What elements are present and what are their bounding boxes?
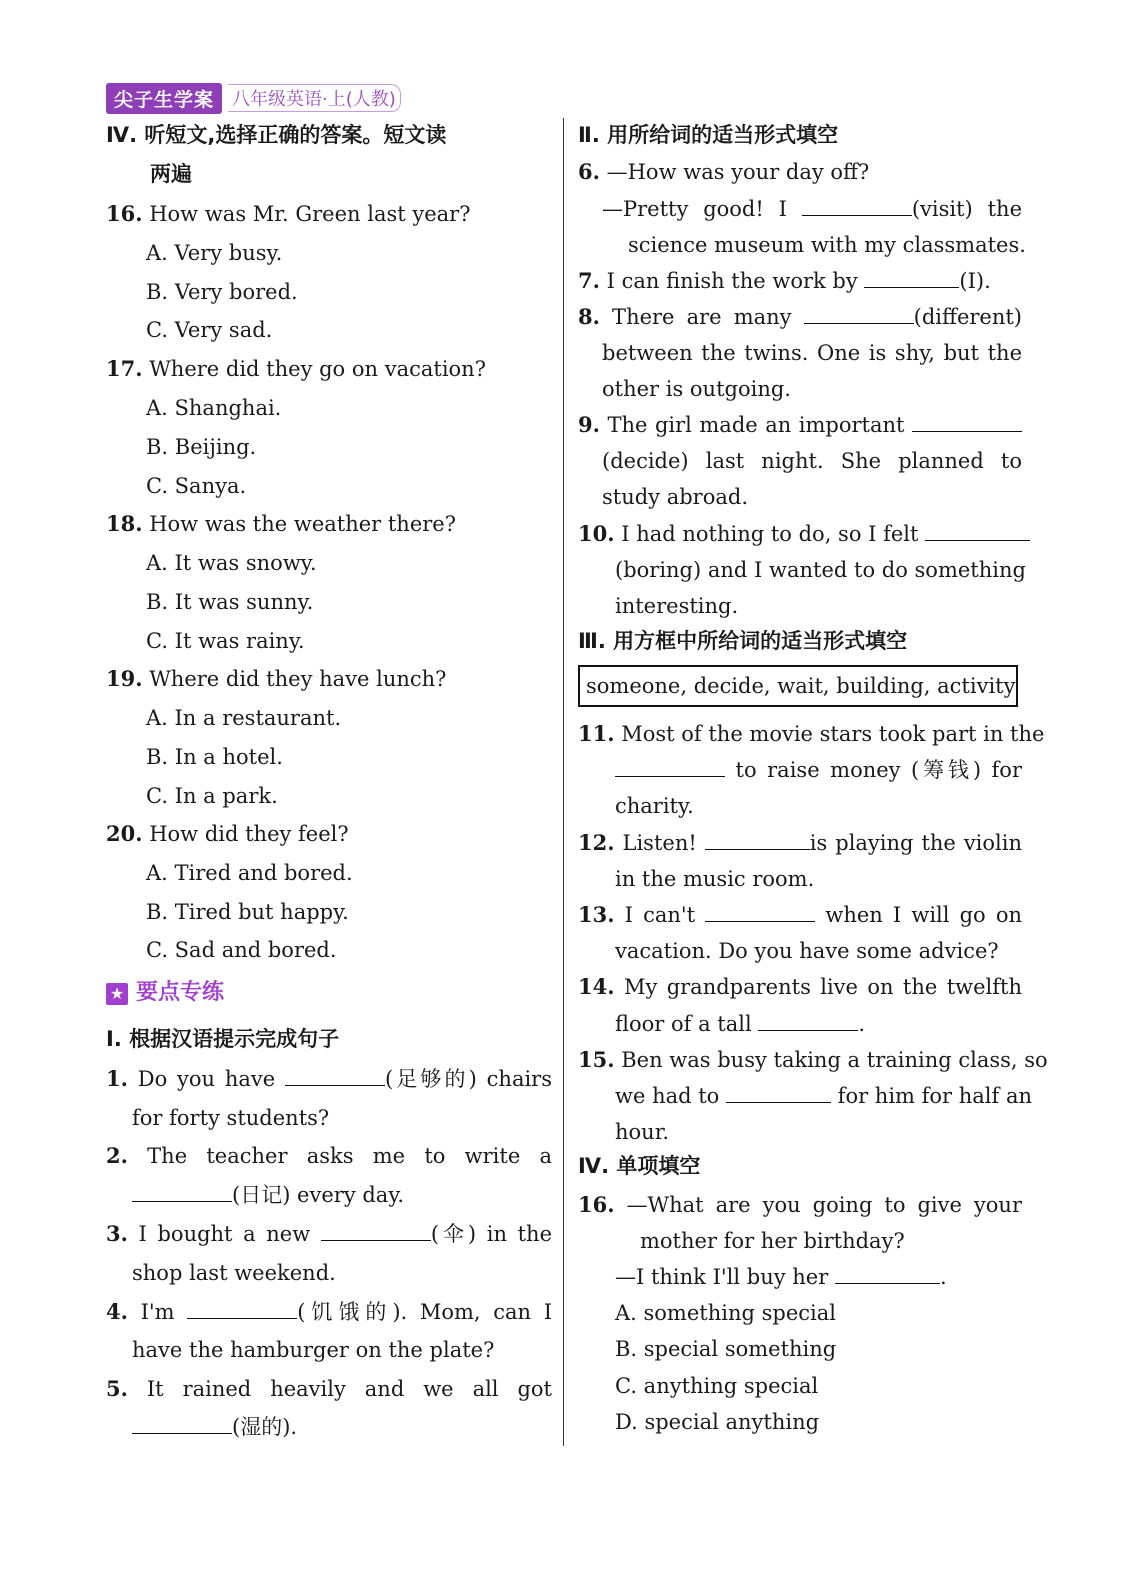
question-9: 9. The girl made an important	[578, 410, 1022, 440]
question-4: 4. I'm (饥饿的). Mom, can I	[106, 1299, 552, 1324]
section-4-title-right: Ⅳ. 单项填空	[578, 1154, 701, 1178]
section-2-title: Ⅱ. 用所给词的适当形式填空	[578, 123, 839, 147]
question-12: 12. Listen! is playing the violin	[578, 830, 1022, 855]
question-15-cont: we had to for him for half an	[615, 1084, 1033, 1108]
question-11-cont2: charity.	[615, 794, 694, 818]
question-5-cont: (湿的).	[132, 1412, 552, 1442]
option-c: C. Sad and bored.	[146, 938, 337, 962]
question-18: 18. How was the weather there?	[106, 511, 456, 536]
question-1-cont: for forty students?	[132, 1106, 330, 1130]
option-b: B. Very bored.	[146, 280, 298, 304]
question-12-cont: in the music room.	[615, 867, 815, 891]
option-c: C. Very sad.	[146, 318, 273, 342]
page-header	[106, 84, 401, 112]
answer-blank[interactable]	[804, 303, 914, 324]
question-10-cont2: interesting.	[615, 594, 739, 618]
question-11: 11. Most of the movie stars took part in the	[578, 721, 1045, 746]
option-b: B. special something	[615, 1337, 837, 1361]
answer-blank[interactable]	[705, 829, 810, 850]
option-a: A. something special	[615, 1301, 836, 1325]
answer-blank[interactable]	[285, 1065, 385, 1086]
question-6-answer: —Pretty good! I (visit) the	[602, 197, 1022, 221]
answer-blank[interactable]	[802, 195, 912, 216]
option-a: A. It was snowy.	[146, 551, 317, 575]
question-3: 3. I bought a new (伞) in the	[106, 1221, 552, 1246]
question-1: 1. Do you have (足够的) chairs	[106, 1066, 552, 1091]
answer-blank[interactable]	[925, 520, 1030, 541]
question-11-cont: to raise money (筹钱) for	[615, 755, 1022, 785]
question-9-cont: (decide) last night. She planned to	[602, 449, 1022, 473]
answer-blank[interactable]	[758, 1010, 858, 1031]
question-17: 17. Where did they go on vacation?	[106, 356, 486, 381]
book-subtitle: 八年级英语·上(人教)	[228, 84, 401, 112]
question-16-answer: —I think I'll buy her .	[615, 1265, 947, 1289]
question-15: 15. Ben was busy taking a training class, so	[578, 1047, 1048, 1072]
option-a: A. Tired and bored.	[146, 861, 353, 885]
answer-blank[interactable]	[726, 1082, 831, 1103]
book-brand: 尖子生学案	[106, 83, 222, 114]
word-box: someone, decide, wait, building, activity	[578, 665, 1018, 707]
question-10-cont: (boring) and I wanted to do something	[615, 558, 1026, 582]
question-14: 14. My grandparents live on the twelfth	[578, 974, 1022, 999]
answer-blank[interactable]	[132, 1413, 232, 1434]
question-14-cont: floor of a tall .	[615, 1012, 866, 1036]
question-16-cont: mother for her birthday?	[640, 1229, 905, 1253]
question-6-cont: science museum with my classmates.	[628, 233, 1026, 257]
answer-blank[interactable]	[912, 411, 1022, 432]
question-13: 13. I can't when I will go on	[578, 902, 1022, 927]
question-13-cont: vacation. Do you have some advice?	[615, 939, 999, 963]
question-8: 8. There are many (different)	[578, 304, 1022, 329]
section-1-title: Ⅰ. 根据汉语提示完成句子	[106, 1027, 340, 1051]
option-a: A. In a restaurant.	[146, 706, 342, 730]
option-b: B. Tired but happy.	[146, 900, 349, 924]
question-8-cont2: other is outgoing.	[602, 377, 791, 401]
question-5: 5. It rained heavily and we all got	[106, 1376, 552, 1401]
question-10: 10. I had nothing to do, so I felt	[578, 519, 1022, 549]
option-c: C. Sanya.	[146, 474, 247, 498]
section-4-title: Ⅳ. 听短文,选择正确的答案。短文读	[106, 123, 447, 147]
question-15-cont2: hour.	[615, 1120, 670, 1144]
option-b: B. It was sunny.	[146, 590, 314, 614]
option-c: C. anything special	[615, 1374, 819, 1398]
question-3-cont: shop last weekend.	[132, 1261, 336, 1285]
question-16-right: 16. —What are you going to give your	[578, 1192, 1022, 1217]
answer-blank[interactable]	[132, 1181, 232, 1202]
question-8-cont: between the twins. One is shy, but the	[602, 341, 1022, 365]
question-16: 16. How was Mr. Green last year?	[106, 201, 471, 226]
answer-blank[interactable]	[835, 1263, 940, 1284]
question-4-cont: have the hamburger on the plate?	[132, 1338, 495, 1362]
question-7: 7. I can finish the work by (I).	[578, 268, 991, 293]
answer-blank[interactable]	[321, 1220, 431, 1241]
keypoint-heading: ★ 要点专练	[106, 977, 552, 1008]
option-c: C. It was rainy.	[146, 629, 305, 653]
section-4-title-cont: 两遍	[150, 162, 192, 186]
option-c: C. In a park.	[146, 784, 278, 808]
question-19: 19. Where did they have lunch?	[106, 666, 447, 691]
answer-blank[interactable]	[615, 756, 725, 777]
answer-blank[interactable]	[864, 267, 959, 288]
question-2-cont: (日记) every day.	[132, 1180, 552, 1210]
answer-blank[interactable]	[705, 901, 815, 922]
question-20: 20. How did they feel?	[106, 821, 349, 846]
answer-blank[interactable]	[187, 1298, 297, 1319]
question-6: 6. —How was your day off?	[578, 159, 870, 184]
option-a: A. Shanghai.	[146, 396, 282, 420]
column-divider	[563, 118, 564, 1446]
section-3-title: Ⅲ. 用方框中所给词的适当形式填空	[578, 629, 908, 653]
option-a: A. Very busy.	[146, 241, 283, 265]
option-b: B. In a hotel.	[146, 745, 283, 769]
star-icon: ★	[106, 983, 128, 1005]
question-9-cont2: study abroad.	[602, 485, 749, 509]
option-b: B. Beijing.	[146, 435, 257, 459]
option-d: D. special anything	[615, 1410, 820, 1434]
question-2: 2. The teacher asks me to write a	[106, 1143, 552, 1168]
